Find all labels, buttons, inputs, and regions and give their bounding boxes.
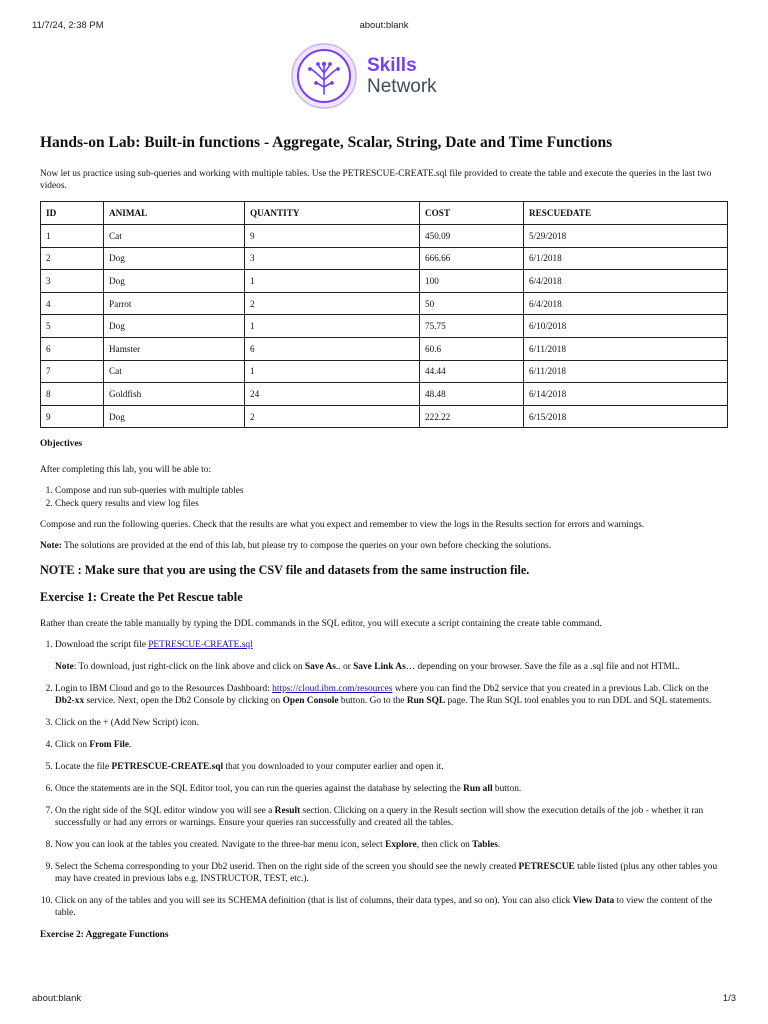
table-cell: 6/4/2018 <box>524 270 728 293</box>
table-header-row <box>41 202 728 225</box>
step-6 <box>55 783 728 795</box>
table-cell: Dog <box>104 315 245 338</box>
bold-term: PETRESCUE <box>518 862 575 873</box>
table-cell: 6 <box>41 337 104 360</box>
skills-network-logo <box>290 42 450 114</box>
print-footer <box>32 993 736 1005</box>
table-cell: 9 <box>41 405 104 428</box>
bold-term: Db2-xx <box>55 696 85 707</box>
table-row <box>41 383 728 406</box>
exercise1-steps <box>40 639 728 919</box>
step-text: service. Next, open the Db2 Console by clicking on <box>84 696 283 707</box>
table-cell: Goldfish <box>104 383 245 406</box>
logo-line2: Network <box>367 76 437 97</box>
step-text: On the right side of the SQL editor window you will see a <box>55 806 275 817</box>
table-row <box>41 360 728 383</box>
objectives-lead: After completing this lab, you will be able to: <box>40 465 212 476</box>
table-cell: 3 <box>41 270 104 293</box>
bold-term: Explore <box>385 840 417 851</box>
step-text: . <box>497 840 501 851</box>
note-paragraph <box>40 540 728 552</box>
table-cell: 6/4/2018 <box>524 292 728 315</box>
step-text: section. Clicking on a query in the Result section will show the execution details of the job - whether it ran successfully or had any errors or warnings. Ensure your queries ran successfully and created all the tables. <box>55 806 704 829</box>
step-text: Click on <box>55 740 90 751</box>
table-cell: Dog <box>104 247 245 270</box>
step-2 <box>55 683 728 707</box>
step-text: button. Go to the <box>338 696 407 707</box>
step-text: button. <box>492 784 522 795</box>
step-text: Download the script file <box>55 640 149 651</box>
table-cell: 3 <box>245 247 420 270</box>
step-10 <box>55 895 728 919</box>
step-1 <box>55 639 728 673</box>
table-cell: Dog <box>104 405 245 428</box>
table-cell: 6/10/2018 <box>524 315 728 338</box>
table-cell: 222.22 <box>420 405 524 428</box>
table-cell: 2 <box>245 405 420 428</box>
step-text: table listed (plus any other tables you may have created in previous labs e.g. INSTRUCTOR, TEST, etc.). <box>55 862 718 885</box>
intro-paragraph: Now let us practice using sub-queries and working with multiple tables. Use the PETRESCUE-CREATE.sql file provided to create the table and execute the queries in the last two videos. <box>40 169 712 191</box>
note-text: The solutions are provided at the end of this lab, but please try to compose the queries on your own before checking the solutions. <box>61 541 552 552</box>
step-8 <box>55 839 728 851</box>
table-cell: 7 <box>41 360 104 383</box>
exercise1-heading: Exercise 1: Create the Pet Rescue table <box>40 590 243 605</box>
table-cell: Parrot <box>104 292 245 315</box>
table-body <box>41 225 728 428</box>
step-text: Login to IBM Cloud and go to the Resources Dashboard: <box>55 684 273 695</box>
table-cell: 5 <box>41 315 104 338</box>
objectives-heading: Objectives <box>40 439 83 450</box>
table-header-cell: ID <box>41 202 104 225</box>
list-item: 1. Compose and run sub-queries with multiple tables <box>55 485 728 497</box>
table-cell: 44.44 <box>420 360 524 383</box>
bold-term: View Data <box>572 896 615 907</box>
download-note <box>55 661 728 673</box>
table-cell: 100 <box>420 270 524 293</box>
petrescue-sql-link[interactable]: PETRESCUE-CREATE.sql <box>148 640 253 651</box>
table-cell: 60.6 <box>420 337 524 360</box>
table-cell: 9 <box>245 225 420 248</box>
table-cell: 6/11/2018 <box>524 360 728 383</box>
print-header <box>32 20 736 32</box>
table-row <box>41 292 728 315</box>
bold-term: Open Console <box>282 696 339 707</box>
save-as-label: Save As <box>304 662 336 673</box>
step-text: Click on any of the tables and you will see its SCHEMA definition (that is list of columns, their data types, and so on). You can also click <box>55 896 573 907</box>
table-cell: 450.09 <box>420 225 524 248</box>
table-row <box>41 225 728 248</box>
page-number: 1/3 <box>722 993 736 1004</box>
table-cell: 2 <box>245 292 420 315</box>
note-text: … depending on your browser. Save the file as a .sql file and not HTML. <box>405 662 680 673</box>
compose-paragraph: Compose and run the following queries. Check that the results are what you expect and remember to view the logs in the Results section for errors and warnings. <box>40 520 645 531</box>
table-cell: 6/15/2018 <box>524 405 728 428</box>
table-cell: 50 <box>420 292 524 315</box>
bold-term: Run SQL <box>406 696 446 707</box>
step-4 <box>55 739 728 751</box>
bold-term: Result <box>274 806 301 817</box>
table-cell: 6/14/2018 <box>524 383 728 406</box>
skills-network-logo-icon <box>290 42 358 110</box>
table-cell: Cat <box>104 225 245 248</box>
note-text: : To download, just right-click on the link above and click on <box>73 662 305 673</box>
note-text: .. or <box>335 662 354 673</box>
table-cell: 2 <box>41 247 104 270</box>
table-cell: Cat <box>104 360 245 383</box>
list-item: 2. Check query results and view log files <box>55 498 728 510</box>
step-3: 3. Click on the + (Add New Script) icon. <box>55 717 728 729</box>
table-header-cell: QUANTITY <box>245 202 420 225</box>
step-text: Select the Schema corresponding to your Db2 userid. Then on the right side of the screen you should see the newly created <box>55 862 519 873</box>
step-7 <box>55 805 728 829</box>
footer-url: about:blank <box>32 993 82 1004</box>
table-cell: 1 <box>245 270 420 293</box>
table-cell: 5/29/2018 <box>524 225 728 248</box>
step-text: , then click on <box>416 840 473 851</box>
table-cell: 1 <box>245 360 420 383</box>
bold-term: PETRESCUE-CREATE.sql <box>111 762 224 773</box>
table-row <box>41 315 728 338</box>
table-cell: 6/1/2018 <box>524 247 728 270</box>
table-row <box>41 405 728 428</box>
document-content <box>40 134 728 950</box>
table-header-cell: COST <box>420 202 524 225</box>
save-link-as-label: Save Link As <box>353 662 406 673</box>
bold-term: Tables <box>472 840 498 851</box>
table-cell: 4 <box>41 292 104 315</box>
step-text: page. The Run SQL tool enables you to run DDL and SQL statements. <box>445 696 712 707</box>
table-cell: 1 <box>245 315 420 338</box>
step-text: that you downloaded to your computer earlier and open it. <box>223 762 444 773</box>
table-header-cell: RESCUEDATE <box>524 202 728 225</box>
table-cell: Hamster <box>104 337 245 360</box>
exercise1-lead: Rather than create the table manually by typing the DDL commands in the SQL editor, you will execute a script containing the create table command. <box>40 619 602 630</box>
step-text: Now you can look at the tables you created. Navigate to the three-bar menu icon, select <box>55 840 386 851</box>
step-text: where you can find the Db2 service that you created in a previous Lab. Click on the <box>392 684 709 695</box>
table-cell: 1 <box>41 225 104 248</box>
step-9 <box>55 861 728 885</box>
step-text: . <box>129 740 132 751</box>
table-cell: 75.75 <box>420 315 524 338</box>
logo-line1: Skills <box>367 55 417 76</box>
table-cell: Dog <box>104 270 245 293</box>
table-cell: 8 <box>41 383 104 406</box>
logo-wordmark <box>367 55 437 97</box>
note-label: Note <box>55 662 74 673</box>
petrescue-table <box>40 201 728 428</box>
note-label: Note: <box>40 541 62 552</box>
table-cell: 6 <box>245 337 420 360</box>
table-cell: 48.48 <box>420 383 524 406</box>
table-row <box>41 270 728 293</box>
page-title: Hands-on Lab: Built-in functions - Aggregate, Scalar, String, Date and Time Functions <box>40 134 613 151</box>
objectives-list <box>40 485 728 510</box>
table-row <box>41 247 728 270</box>
bold-term: Run all <box>463 784 493 795</box>
bold-term: From File <box>89 740 130 751</box>
step-5 <box>55 761 728 773</box>
step-text: Once the statements are in the SQL Editor tool, you can run the queries against the database by selecting the <box>55 784 464 795</box>
print-url: about:blank <box>359 20 409 31</box>
print-datetime: 11/7/24, 2:38 PM <box>32 20 104 31</box>
ibm-cloud-resources-link[interactable]: https://cloud.ibm.com/resources <box>272 684 393 695</box>
exercise2-heading: Exercise 2: Aggregate Functions <box>40 930 169 941</box>
table-header-cell: ANIMAL <box>104 202 245 225</box>
csv-note-heading: NOTE : Make sure that you are using the CSV file and datasets from the same instruction file. <box>40 563 530 578</box>
step-text: to view the content of the table. <box>55 896 713 919</box>
table-cell: 24 <box>245 383 420 406</box>
table-row <box>41 337 728 360</box>
table-cell: 6/11/2018 <box>524 337 728 360</box>
table-cell: 666.66 <box>420 247 524 270</box>
step-text: Locate the file <box>55 762 112 773</box>
